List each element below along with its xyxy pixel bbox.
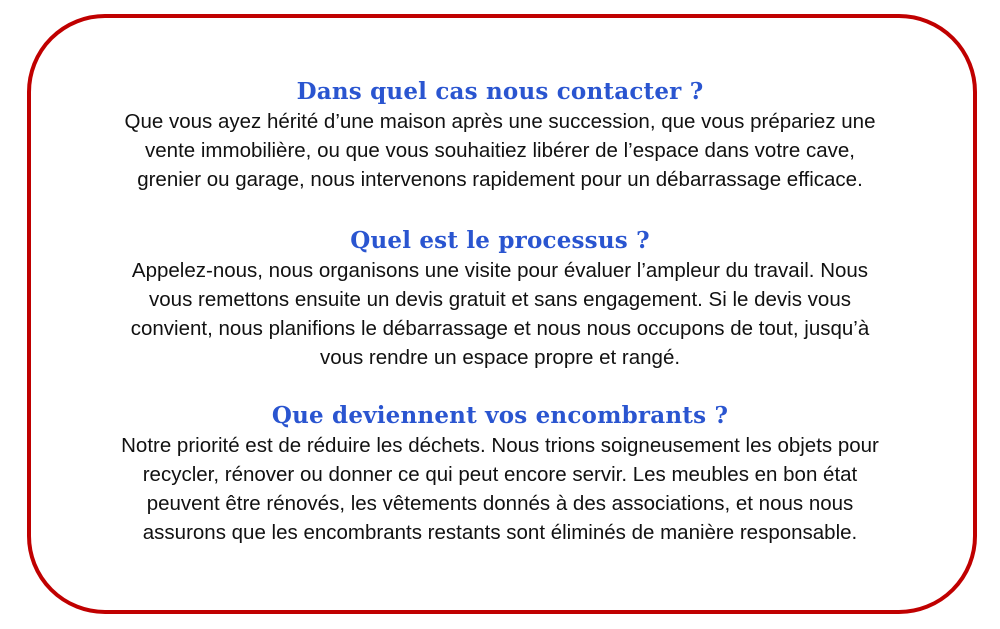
section-heading: Dans quel cas nous contacter ? <box>296 78 704 105</box>
paragraph-line: peuvent être rénovés, les vêtements donnés à des associations, et nous nous <box>146 492 854 515</box>
paragraph-line: convient, nous planifions le débarrassage et nous nous occupons de tout, jusqu’à <box>130 317 870 340</box>
paragraph-line: assurons que les encombrants restants sont éliminés de manière responsable. <box>142 521 858 544</box>
paragraph-line: Notre priorité est de réduire les déchets. Nous trions soigneusement les objets pour <box>121 434 879 457</box>
section-heading: Quel est le processus ? <box>350 227 650 254</box>
section-process <box>0 226 1000 372</box>
paragraph-line: recycler, rénover ou donner ce qui peut encore servir. Les meubles en bon état <box>142 463 858 486</box>
section-encombrants <box>0 401 1000 547</box>
paragraph-line: Que vous ayez hérité d’une maison après une succession, que vous prépariez une <box>124 110 876 133</box>
paragraph-line: vous remettons ensuite un devis gratuit et sans engagement. Si le devis vous <box>149 288 851 311</box>
section-heading: Que deviennent vos encombrants ? <box>271 402 729 429</box>
paragraph-line: vente immobilière, ou que vous souhaitiez libérer de l’espace dans votre cave, <box>145 139 855 162</box>
paragraph-line: vous rendre un espace propre et rangé. <box>319 346 681 369</box>
section-paragraph <box>0 431 1000 547</box>
section-contact <box>0 77 1000 194</box>
section-paragraph <box>0 107 1000 194</box>
paragraph-line: Appelez-nous, nous organisons une visite pour évaluer l’ampleur du travail. Nous <box>131 259 869 282</box>
section-paragraph <box>0 256 1000 372</box>
paragraph-line: grenier ou garage, nous intervenons rapidement pour un débarrassage efficace. <box>137 168 863 191</box>
